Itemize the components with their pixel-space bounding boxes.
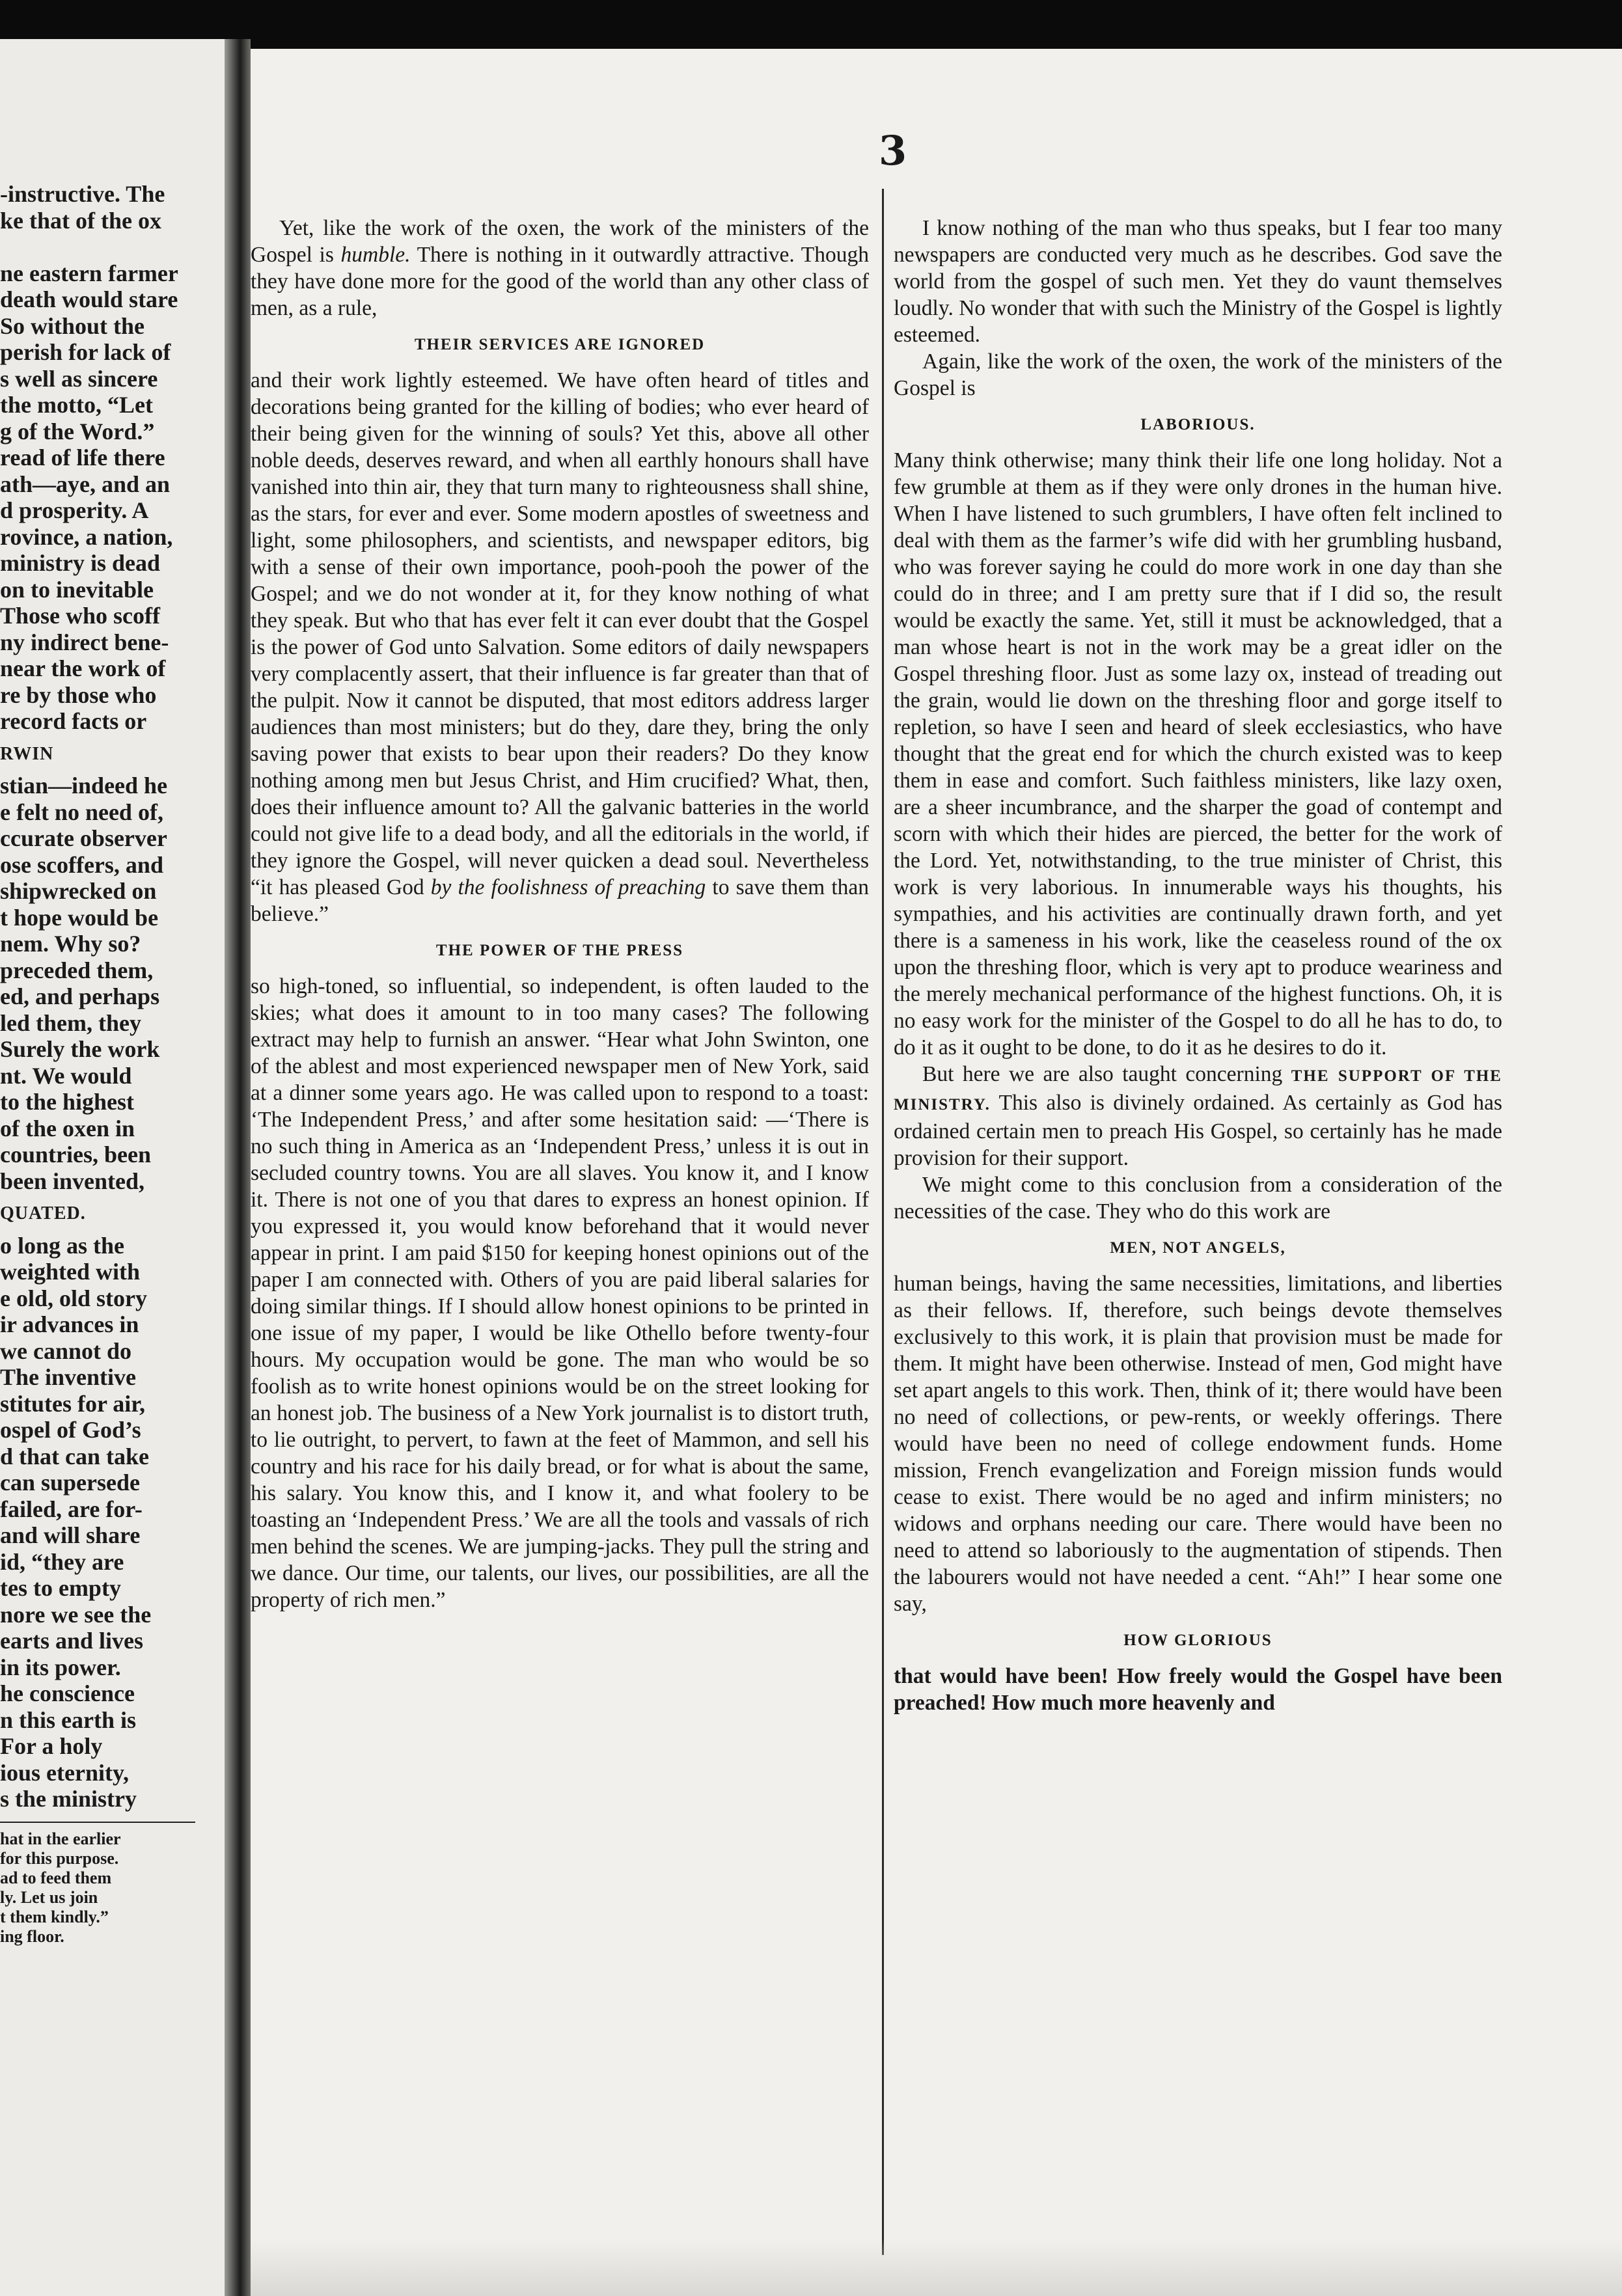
left-page-line: e felt no need of, [0,799,163,825]
left-page-line: nore we see the [0,1601,152,1628]
left-page-line: tes to empty [0,1575,121,1601]
left-page-line: So without the [0,312,145,339]
section-heading: HOW GLORIOUS [1123,1632,1272,1649]
paragraph [894,1061,1502,1171]
left-page-line: Those who scoff [0,603,161,629]
left-page-line: s the ministry [0,1786,137,1812]
paragraph: We might come to this conclusion from a consideration of the necessities of the case. They who do this work are [894,1173,1502,1223]
left-page-line: led them, they [0,1009,141,1036]
left-page-line: ccurate observer [0,825,167,851]
text-run: and their work lightly esteemed. We have often heard of titles and decorations being granted for the killing of bodies; who ever heard of their being given for the winning of souls? Yet this, above all other noble deeds, deserves reward, and when all earthly honours shall have vanished into thin air, they that turn many to righteousness shall shine, as the stars, for ever and ever. Some modern apostles of sweetness and light, some philosophers, and scientists, and newspaper editors, big with a sense of their own importance, pooh-pooh the power of the Gospel; and we do not wonder at it, for they know nothing of what they speak. But who that has ever felt it can ever doubt that the Gospel is the power of God unto Salvation. Some editors of daily newspapers very complacently assert, that their influence is far greater than that of the pulpit. Now it cannot be disputed, that most editors address larger audiences than most ministers; but do they, dare they, bring the only saving power that exists to bear upon their readers? Do they know nothing among men but Jesus Christ, and Him crucified? What, then, does their influence amount to? All the galvanic batteries in the world could not give life to a dead body, and all the editorials in the world, if they ignore the Gospel, will never quicken a dead soul. Nevertheless “it has pleased God [251,368,869,899]
left-page-line: t them kindly.” [0,1907,109,1926]
footnote-rule [0,1822,195,1823]
left-page-line: ing floor. [0,1926,64,1946]
left-page-line: rovince, a nation, [0,523,173,550]
left-page-line: read of life there [0,444,165,471]
left-page-line: id, “they are [0,1548,124,1575]
text-run: But here we are also taught concerning [922,1062,1291,1086]
left-page-line: ke that of the ox [0,207,161,234]
left-page-line: in its power. [0,1654,121,1680]
left-page-line: record facts or [0,708,147,734]
left-page-line: -instructive. The [0,181,165,207]
text-run: This also is divinely ordained. As certainly as God has ordained certain men to preach His Gospel, so certainly has he made provision for their support. [894,1091,1502,1170]
section-heading: LABORIOUS. [1140,416,1256,433]
left-page-line: ne eastern farmer [0,260,178,286]
left-page-line: on to inevitable [0,576,154,603]
left-page-heading: QUATED. [0,1203,86,1223]
left-page-fragment [0,39,225,2296]
left-page-line: preceded them, [0,957,154,983]
left-page-line: ir advances in [0,1311,139,1337]
section-heading: THEIR SERVICES ARE IGNORED [414,336,706,353]
left-page-line: failed, are for- [0,1496,143,1522]
left-page-line: of the oxen in [0,1115,135,1141]
left-page-footnote [0,1829,208,1947]
page-bottom-shadow [251,2239,1622,2296]
left-page-line: to the highest [0,1089,134,1115]
left-page-line: perish for lack of [0,339,171,365]
left-page-line: For a holy [0,1733,103,1759]
left-page-line: been invented, [0,1168,145,1194]
paragraph: Again, like the work of the oxen, the work of the ministers of the Gospel is [894,349,1502,400]
left-page-line: ose scoffers, and [0,851,163,878]
left-page-line: s well as sincere [0,365,158,392]
emphasis: by the foolishness of preaching [430,875,706,899]
left-page-column [0,181,208,1947]
left-page-line: can supersede [0,1469,140,1496]
left-page-line: hat in the earlier [0,1829,121,1848]
left-page-heading: RWIN [0,743,54,764]
left-page-line: he conscience [0,1680,135,1706]
left-page-line: and will share [0,1522,141,1548]
left-page-line: stian—indeed he [0,772,168,799]
paragraph: that would have been! How freely would the Gospel have been preached! How much more heavenly and [894,1664,1502,1715]
left-page-line: countries, been [0,1141,151,1168]
small-caps-run: THE SUPPORT OF THE MINISTRY. [894,1067,1502,1114]
left-page-line: re by those who [0,681,157,708]
paragraph [251,367,869,927]
right-page [251,49,1622,2296]
section-heading: THE POWER OF THE PRESS [435,942,684,959]
emphasis: humble. [340,243,411,267]
left-page-line: ospel of God’s [0,1417,141,1443]
left-page-line: ny indirect bene- [0,629,169,655]
left-page-line: The inventive [0,1364,137,1390]
left-page-line: e old, old story [0,1285,148,1311]
left-page-line: d prosperity. A [0,497,149,523]
column-rule [882,189,884,2255]
left-page-line: d that can take [0,1443,150,1469]
left-page-line: death would stare [0,286,178,312]
left-page-line: ad to feed them [0,1868,112,1887]
left-page-line: nem. Why so? [0,931,141,957]
left-page-line: the motto, “Let [0,392,153,418]
paragraph: Many think otherwise; many think their life one long holiday. Not a few grumble at them as if they were only drones in the human hive. When I have listened to such grumblers, I have often felt inclined to deal with them as the farmer’s wife did with her grumbling husband, who was forever saying he could do more work in one day than she could do in three; and I am pretty sure that if I did so, the result would be exactly the same. Yet, still it must be acknowledged, that a man whose heart is not in the work may be a great idler on the Gospel threshing floor. Just as some lazy ox, instead of treading out the grain, would lie down on the threshing floor and gorge itself to repletion, so have I seen and heard of sleek ecclesiastics, who have thought that the great end for which the church existed was to keep them in ease and comfort. Such faithless ministers, like lazy oxen, are a sheer incumbrance, and the sharper the goad of contempt and scorn with which their hides are pierced, the better for the work of the Lord. Yet, notwithstanding, to the true minister of Christ, this work is very laborious. In innumerable ways his thoughts, his sympathies, and his activities are continually drawn forth, and yet there is a sameness in his work, like the ceaseless round of the ox upon the threshing floor, which is very apt to produce weariness and the merely mechanical performance of the highest functions. Oh, it is no easy work for the minister of the Gospel to do all he has to do, to do it as it ought to be done, to do it as he desires to do it. [894,448,1502,1059]
left-page-line: ly. Let us join [0,1887,98,1907]
paragraph [251,215,869,321]
left-page-line: for this purpose. [0,1848,119,1868]
text-run: Yet, like the work of the oxen, the work of the ministers of the Gospel is [251,216,869,267]
left-page-line: nt. We would [0,1062,132,1089]
left-page-line [0,234,208,260]
left-page-line: Surely the work [0,1036,160,1062]
column-b [894,215,1502,1716]
left-page-line: n this earth is [0,1706,137,1733]
text-run: to save them than believe.” [251,875,869,926]
left-page-line: weighted with [0,1259,140,1285]
left-page-line: ministry is dead [0,550,161,576]
section-heading: MEN, NOT ANGELS, [1110,1239,1286,1257]
paragraph: I know nothing of the man who thus speaks, but I fear too many newspapers are conducted very much as he describes. God save the world from the gospel of such men. Yet they do vaunt themselves loudly. No wonder that with such the Ministry of the Gospel is lightly esteemed. [894,216,1502,347]
book-gutter [225,39,251,2296]
left-page-line: ath—aye, and an [0,471,171,497]
left-page-line: near the work of [0,655,166,681]
left-page-line: g of the Word.” [0,418,155,444]
paragraph: human beings, having the same necessities, limitations, and liberties as their fellows. If, therefore, such beings devote themselves exclusively to this work, it is plain that provision must be made for them. It might have been otherwise. Instead of men, God might have set apart angels to this work. Then, think of it; there would have been no need of collections, or pew-rents, or weekly offerings. There would have been no need of college endowment funds. Home mission, French evangelization and Foreign mission funds would cease to exist. There would be no aged and infirm ministers; no widows and orphans needing our care. There would have been no need to attend so laboriously to the augmentation of stipends. Then the labourers would not have needed a cent. “Ah!” I hear some one say, [894,1272,1502,1616]
left-page-line: t hope would be [0,904,159,931]
left-page-line: stitutes for air, [0,1390,145,1417]
text-run: There is nothing in it outwardly attractive. Though they have done more for the good of the world than any other class of men, as a rule, [251,243,870,320]
left-page-line: we cannot do [0,1337,132,1364]
left-page-line: ed, and perhaps [0,983,160,1009]
left-page-line: o long as the [0,1232,125,1259]
left-page-line: shipwrecked on [0,878,157,904]
left-page-line: earts and lives [0,1628,143,1654]
left-page-line: ious eternity, [0,1759,129,1786]
paragraph: so high-toned, so influential, so independent, is often lauded to the skies; what does it amount to in too many cases? The following extract may help to furnish an answer. “Hear what John Swinton, one of the ablest and most experienced newspaper men of New York, said at a dinner some years ago. He was called upon to respond to a toast: ‘The Independent Press,’ and after some hesitation said: —‘There is no such thing in America as an ‘Independent Press,’ unless it is out in secluded country towns. You are all slaves. You know it, and I know it. There is not one of you that dares to express an honest opinion. If you expressed it, you would know beforehand that it would never appear in print. I am paid $150 for keeping honest opinions out of the paper I am connected with. Others of you are paid liberal salaries for doing similar things. If I should allow honest opinions to be printed in one issue of my paper, I would be like Othello before twenty-four hours. My occupation would be gone. The man who would be so foolish as to write honest opinions would be on the street looking for an honest job. The business of a New York journalist is to distort truth, to lie outright, to pervert, to fawn at the feet of Mammon, and sell his country and his race for his daily bread, or for what is about the same, his salary. You know this, and I know it, and what foolery to be toasting an ‘Independent Press.’ We are all the tools and vassals of rich men behind the scenes. We are jumping-jacks. They pull the string and we dance. Our time, our talents, our lives, our possibilities, are all the property of rich men.” [251,974,869,1612]
page-number: 3 [879,127,907,174]
